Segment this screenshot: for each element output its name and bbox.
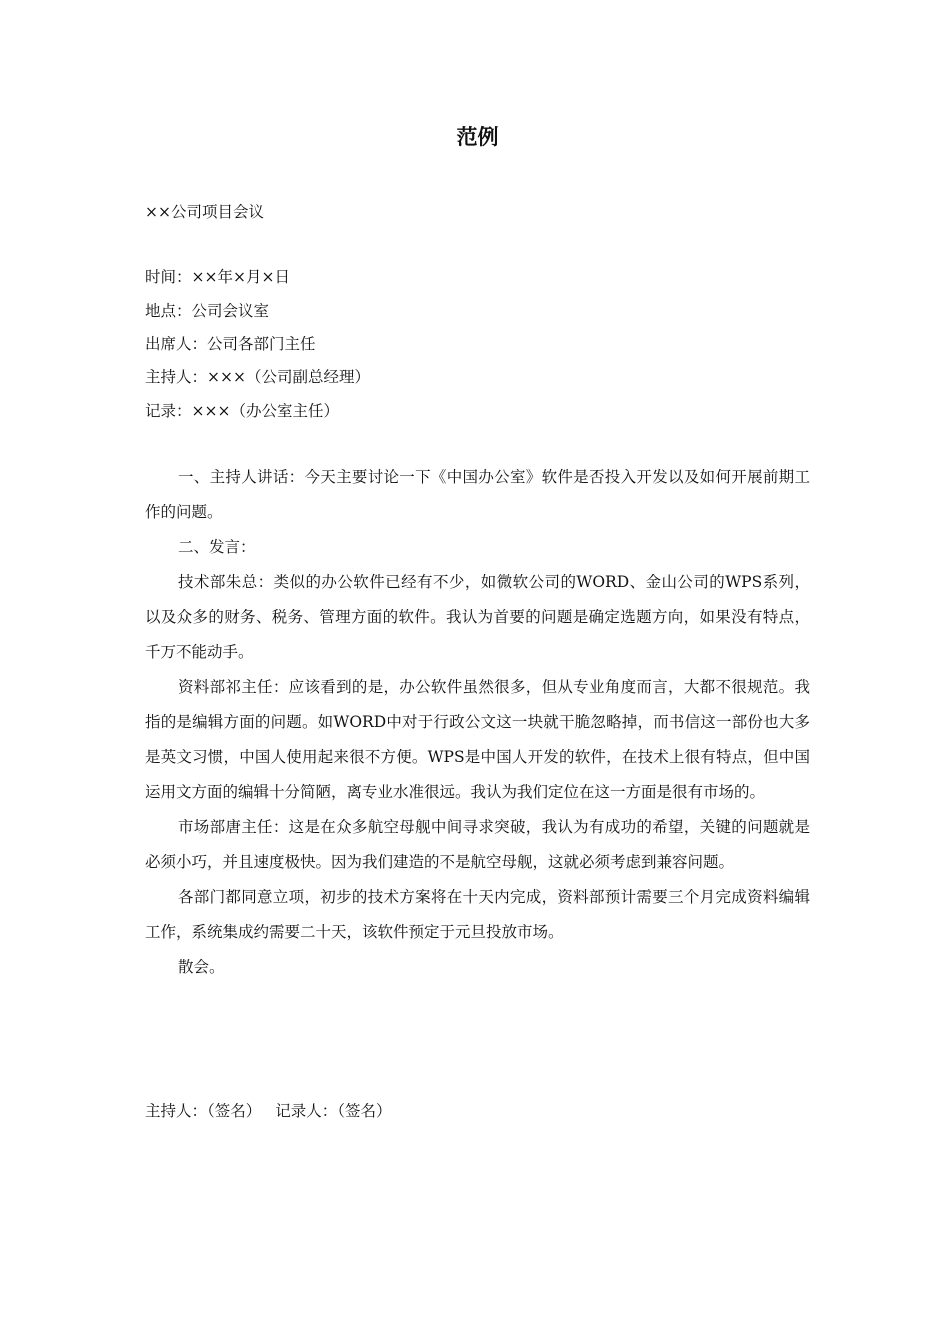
document-title: 范例 <box>456 125 499 149</box>
meeting-host: 主持人：×××（公司副总经理） <box>145 368 370 386</box>
meeting-name: ××公司项目会议 <box>145 203 264 221</box>
recorder-signature: 记录人：（签名） <box>275 1102 392 1120</box>
paragraph-speeches-heading: 二、发言： <box>178 538 256 556</box>
paragraph-tech-dept: 技术部朱总：类似的办公软件已经有不少，如微软公司的WORD、金山公司的WPS系列，以及众多的财务、税务、管理方面的软件。我认为首要的问题是确定选题方向，如果没有特点，千万不能动手。 <box>145 573 810 661</box>
paragraph-data-dept: 资料部祁主任：应该看到的是，办公软件虽然很多，但从专业角度而言，大都不很规范。我指的是编辑方面的问题。如WORD中对于行政公文这一块就干脆忽略掉，而书信这一部份也大多是英文习惯，中国人使用起来很不方便。WPS是中国人开发的软件，在技术上很有特点，但中国运用文方面的编辑十分简陋，离专业水准很远。我认为我们定位在这一方面是很有市场的。 <box>145 678 810 801</box>
meeting-recorder: 记录：×××（办公室主任） <box>145 402 339 420</box>
meeting-minutes-body <box>145 460 810 985</box>
meeting-time: 时间：××年×月×日 <box>145 268 290 286</box>
paragraph-decision: 各部门都同意立项，初步的技术方案将在十天内完成，资料部预计需要三个月完成资料编辑工作，系统集成约需要二十天，该软件预定于元旦投放市场。 <box>145 888 810 941</box>
meeting-attendees: 出席人：公司各部门主任 <box>145 335 316 353</box>
host-signature: 主持人：（签名） <box>145 1102 262 1120</box>
paragraph-host-speech: 一、主持人讲话：今天主要讨论一下《中国办公室》软件是否投入开发以及如何开展前期工作的问题。 <box>145 468 810 521</box>
paragraph-adjourn: 散会。 <box>178 958 225 976</box>
meeting-place: 地点：公司会议室 <box>145 302 270 320</box>
paragraph-market-dept: 市场部唐主任：这是在众多航空母舰中间寻求突破，我认为有成功的希望，关键的问题就是必须小巧，并且速度极快。因为我们建造的不是航空母舰，这就必须考虑到兼容问题。 <box>145 818 810 871</box>
signature-line <box>145 1099 392 1123</box>
